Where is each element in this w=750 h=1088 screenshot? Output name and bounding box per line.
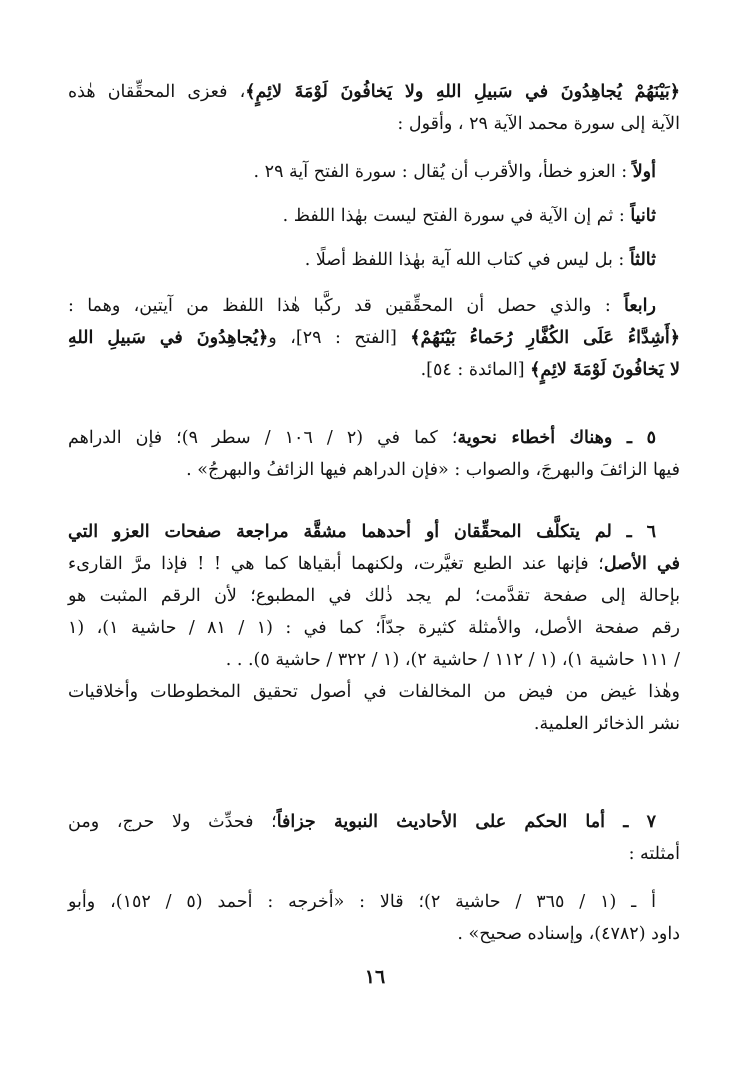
item-6: ٦ ـ لم يتكلَّف المحقِّقان أو أحدهما مشقَّة مراجعة صفحات العزو التي في الأصل؛ فإنها عند الطبع تغيَّرت، ولكنهما أبقياها كما هي ! ! فإذا مرَّ القارىء بإحالة إلى صفحة تقدَّمت؛ لم يجد ذٰلك في المطبوع؛ لأن الرقم المثبت هو رقم صفحة الأصل، والأمثلة كثيرة جدّاً؛ كما في : (١ / ٨١ / حاشية ١)، (١ / ١١١ حاشية ١)، (١ / ١١٢ / حاشية ٢)، (١ / ٣٢٢ / حاشية ٥). . . وهٰذا غيض من فيض من المخالفات في أصول تحقيق المخطوطات وأخلاقيات نشر الذخائر العلمية. [68, 516, 680, 740]
point-first: أولاً : العزو خطأ، والأقرب أن يُقال : سورة الفتح آية ٢٩ . [253, 162, 656, 182]
point-label: رابعاً [624, 296, 656, 316]
item-5: ٥ ـ وهناك أخطاء نحوية؛ كما في (٢ / ١٠٦ / سطر ٩)؛ فإن الدراهم فيها الزائفَ والبهرجَ، والصواب : «فإن الدراهم فيها الزائفُ والبهرجُ» . [68, 428, 680, 480]
point-third: ثالثاً : بل ليس في كتاب الله آية بهٰذا اللفظ أصلًا . [304, 250, 656, 270]
quran-verse: ﴿أَشِدَّاءُ عَلَى الكُفَّارِ رُحَماءُ بَيْنَهُمْ﴾ [410, 328, 680, 348]
point-second: ثانياً : ثم إن الآية في سورة الفتح ليست بهٰذا اللفظ . [282, 206, 656, 226]
quran-verse: ﴿يُجاهِدُونَ في سَبيلِ اللهِ [68, 328, 269, 348]
item-heading: ٥ ـ وهناك أخطاء نحوية [457, 428, 656, 448]
item-heading: ٦ ـ لم يتكلَّف المحقِّقان أو أحدهما مشقَّة مراجعة صفحات العزو التي [68, 522, 656, 542]
example-a: أ ـ (١ / ٣٦٥ / حاشية ٢)؛ قالا : «أخرجه : أحمد (٥ / ١٥٢)، وأبو داود (٤٧٨٢)، وإسناده صحيح» . [68, 892, 680, 944]
point-label: أولاً [632, 162, 656, 182]
intro-paragraph [68, 76, 680, 140]
point-label: ثانياً [630, 206, 656, 226]
intro-line-1: ﴿بَيْنَهُمْ يُجاهِدُونَ في سَبيلِ اللهِ ولا يَخافُونَ لَوْمَةَ لائِمٍ﴾، فعزى المحقِّقان هٰذه [68, 82, 680, 102]
intro-line-2: الآية إلى سورة محمد الآية ٢٩ ، وأقول : [397, 114, 680, 134]
quran-verse: ﴿بَيْنَهُمْ يُجاهِدُونَ في سَبيلِ اللهِ ولا يَخافُونَ لَوْمَةَ لائِمٍ﴾ [245, 82, 680, 102]
item-7: ٧ ـ أما الحكم على الأحاديث النبوية جزافاً؛ فحدِّث ولا حرج، ومن أمثلته : [68, 812, 680, 864]
point-label: ثالثاً [629, 250, 656, 270]
item-heading: ٧ ـ أما الحكم على الأحاديث النبوية جزافاً [276, 812, 656, 832]
quran-verse: لا يَخافُونَ لَوْمَةَ لائِمٍ﴾ [530, 360, 680, 380]
page-number: ١٦ [364, 966, 386, 988]
point-fourth: رابعاً : والذي حصل أن المحقِّقين قد ركَّبا هٰذا اللفظ من آيتين، وهما : ﴿أَشِدَّاءُ عَلَى الكُفَّارِ رُحَماءُ بَيْنَهُمْ﴾ [الفتح : ٢٩]، و﴿يُجاهِدُونَ في سَبيلِ اللهِ لا يَخافُونَ لَوْمَةَ لائِمٍ﴾ [المائدة : ٥٤]. [68, 296, 680, 380]
